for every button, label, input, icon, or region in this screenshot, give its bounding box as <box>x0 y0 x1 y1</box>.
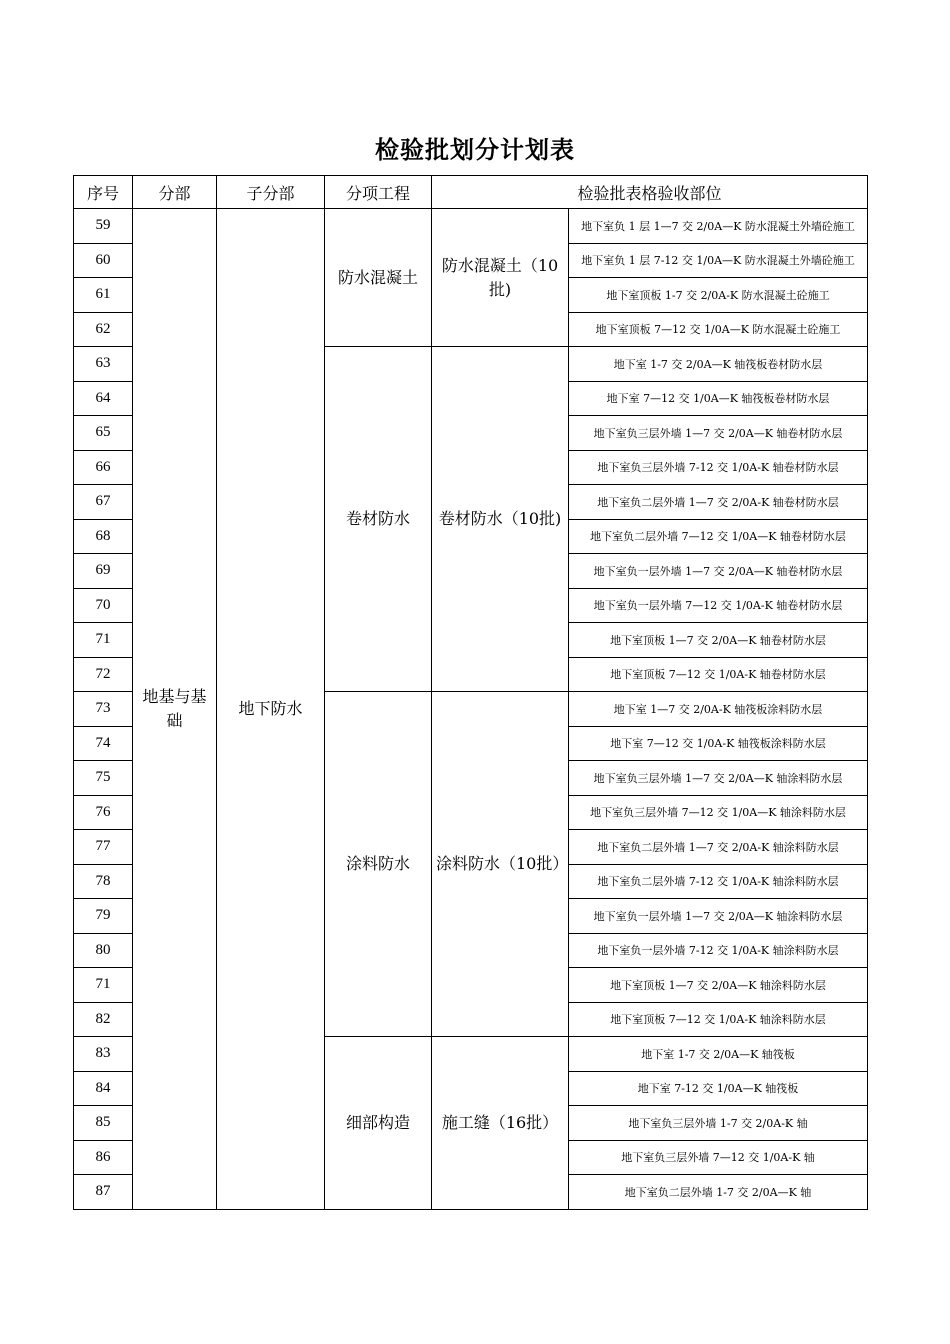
batch-cell: 卷材防水（10批) <box>432 347 569 692</box>
location-cell: 地下室负一层外墙 7—12 交 1/0A-K 轴卷材防水层 <box>569 588 868 623</box>
location-cell: 地下室负二层外墙 1—7 交 2/0A-K 轴涂料防水层 <box>569 830 868 865</box>
row-number: 70 <box>74 588 133 623</box>
location-cell: 地下室 7-12 交 1/0A—K 轴筏板 <box>569 1071 868 1106</box>
location-cell: 地下室负二层外墙 7-12 交 1/0A-K 轴涂料防水层 <box>569 864 868 899</box>
header-item: 分项工程 <box>325 176 432 209</box>
header-seq: 序号 <box>74 176 133 209</box>
row-number: 76 <box>74 795 133 830</box>
row-number: 66 <box>74 450 133 485</box>
location-cell: 地下室负二层外墙 7—12 交 1/0A—K 轴卷材防水层 <box>569 519 868 554</box>
location-cell: 地下室负二层外墙 1—7 交 2/0A-K 轴卷材防水层 <box>569 485 868 520</box>
row-number: 85 <box>74 1106 133 1141</box>
location-cell: 地下室 1-7 交 2/0A—K 轴筏板卷材防水层 <box>569 347 868 382</box>
item-cell: 卷材防水 <box>325 347 432 692</box>
location-cell: 地下室负三层外墙 7—12 交 1/0A-K 轴 <box>569 1140 868 1175</box>
row-number: 71 <box>74 623 133 658</box>
batch-cell: 施工缝（16批） <box>432 1037 569 1210</box>
row-number: 83 <box>74 1037 133 1072</box>
batch-cell: 防水混凝土（10批) <box>432 209 569 347</box>
location-cell: 地下室负三层外墙 1—7 交 2/0A—K 轴卷材防水层 <box>569 416 868 451</box>
item-cell: 防水混凝土 <box>325 209 432 347</box>
location-cell: 地下室负 1 层 1—7 交 2/0A—K 防水混凝土外墙砼施工 <box>569 209 868 244</box>
item-cell: 细部构造 <box>325 1037 432 1210</box>
location-cell: 地下室负一层外墙 1—7 交 2/0A—K 轴卷材防水层 <box>569 554 868 589</box>
location-cell: 地下室顶板 7—12 交 1/0A—K 防水混凝土砼施工 <box>569 312 868 347</box>
table-header-row <box>74 176 868 209</box>
location-cell: 地下室负一层外墙 7-12 交 1/0A-K 轴涂料防水层 <box>569 933 868 968</box>
location-cell: 地下室顶板 7—12 交 1/0A-K 轴卷材防水层 <box>569 657 868 692</box>
inspection-batch-table <box>73 175 868 1210</box>
location-cell: 地下室顶板 1-7 交 2/0A-K 防水混凝土砼施工 <box>569 278 868 313</box>
row-number: 67 <box>74 485 133 520</box>
location-cell: 地下室 7—12 交 1/0A—K 轴筏板卷材防水层 <box>569 381 868 416</box>
table-body <box>74 209 868 1210</box>
row-number: 59 <box>74 209 133 244</box>
row-number: 79 <box>74 899 133 934</box>
table-row <box>74 209 868 244</box>
row-number: 87 <box>74 1175 133 1210</box>
header-location: 检验批表格验收部位 <box>432 176 868 209</box>
row-number: 80 <box>74 933 133 968</box>
row-number: 74 <box>74 726 133 761</box>
location-cell: 地下室负二层外墙 1-7 交 2/0A—K 轴 <box>569 1175 868 1210</box>
row-number: 77 <box>74 830 133 865</box>
row-number: 61 <box>74 278 133 313</box>
row-number: 71 <box>74 968 133 1003</box>
batch-cell: 涂料防水（10批） <box>432 692 569 1037</box>
row-number: 62 <box>74 312 133 347</box>
location-cell: 地下室负三层外墙 1—7 交 2/0A—K 轴涂料防水层 <box>569 761 868 796</box>
row-number: 84 <box>74 1071 133 1106</box>
location-cell: 地下室负一层外墙 1—7 交 2/0A—K 轴涂料防水层 <box>569 899 868 934</box>
page-title: 检验批划分计划表 <box>375 136 575 164</box>
row-number: 75 <box>74 761 133 796</box>
row-number: 69 <box>74 554 133 589</box>
division-cell: 地基与基础 <box>133 209 217 1210</box>
header-division: 分部 <box>133 176 217 209</box>
location-cell: 地下室负三层外墙 7-12 交 1/0A-K 轴卷材防水层 <box>569 450 868 485</box>
item-cell: 涂料防水 <box>325 692 432 1037</box>
location-cell: 地下室顶板 1—7 交 2/0A—K 轴涂料防水层 <box>569 968 868 1003</box>
row-number: 72 <box>74 657 133 692</box>
location-cell: 地下室 1-7 交 2/0A—K 轴筏板 <box>569 1037 868 1072</box>
row-number: 82 <box>74 1002 133 1037</box>
row-number: 78 <box>74 864 133 899</box>
subdivision-cell: 地下防水 <box>217 209 325 1210</box>
location-cell: 地下室 7—12 交 1/0A-K 轴筏板涂料防水层 <box>569 726 868 761</box>
row-number: 68 <box>74 519 133 554</box>
row-number: 86 <box>74 1140 133 1175</box>
header-subdivision: 子分部 <box>217 176 325 209</box>
row-number: 64 <box>74 381 133 416</box>
location-cell: 地下室负 1 层 7-12 交 1/0A—K 防水混凝土外墙砼施工 <box>569 243 868 278</box>
row-number: 73 <box>74 692 133 727</box>
row-number: 60 <box>74 243 133 278</box>
row-number: 65 <box>74 416 133 451</box>
location-cell: 地下室负三层外墙 7—12 交 1/0A—K 轴涂料防水层 <box>569 795 868 830</box>
location-cell: 地下室 1—7 交 2/0A-K 轴筏板涂料防水层 <box>569 692 868 727</box>
location-cell: 地下室负三层外墙 1-7 交 2/0A-K 轴 <box>569 1106 868 1141</box>
location-cell: 地下室顶板 1—7 交 2/0A—K 轴卷材防水层 <box>569 623 868 658</box>
row-number: 63 <box>74 347 133 382</box>
location-cell: 地下室顶板 7—12 交 1/0A-K 轴涂料防水层 <box>569 1002 868 1037</box>
